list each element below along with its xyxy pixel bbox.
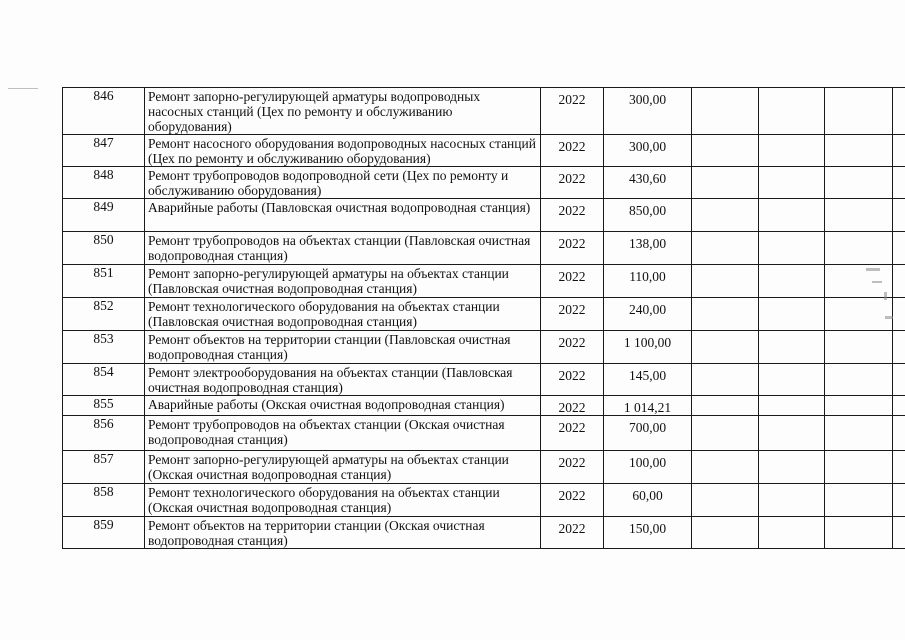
table-row (63, 199, 905, 232)
row-number: 856 (63, 416, 145, 451)
table-body (63, 88, 905, 549)
row-number: 858 (63, 484, 145, 517)
table-row (63, 298, 905, 331)
table-row (63, 167, 905, 199)
empty-cell (692, 416, 759, 451)
empty-cell (759, 364, 825, 396)
empty-cell (825, 396, 893, 416)
empty-cell (893, 517, 905, 549)
empty-cell (893, 88, 905, 135)
work-description: Ремонт запорно-регулирующей арматуры на объектах станции (Окская очистная водопроводная станция) (145, 451, 541, 484)
table-row (63, 396, 905, 416)
scan-noise (8, 88, 38, 89)
empty-cell (893, 199, 905, 232)
empty-cell (759, 416, 825, 451)
scan-noise (866, 268, 880, 271)
work-year: 2022 (541, 517, 604, 549)
row-number: 850 (63, 232, 145, 265)
empty-cell (825, 331, 893, 364)
work-amount: 700,00 (604, 416, 692, 451)
work-year: 2022 (541, 298, 604, 331)
work-description: Ремонт трубопроводов водопроводной сети (Цех по ремонту и обслуживанию оборудования) (145, 167, 541, 199)
empty-cell (893, 232, 905, 265)
row-number: 853 (63, 331, 145, 364)
table-row (63, 517, 905, 549)
work-amount: 300,00 (604, 88, 692, 135)
empty-cell (692, 451, 759, 484)
work-year: 2022 (541, 167, 604, 199)
empty-cell (893, 331, 905, 364)
work-description: Ремонт запорно-регулирующей арматуры водопроводных насосных станций (Цех по ремонту и обслуживанию оборудования) (145, 88, 541, 135)
empty-cell (692, 135, 759, 167)
row-number: 848 (63, 167, 145, 199)
empty-cell (759, 199, 825, 232)
table-row (63, 331, 905, 364)
row-number: 849 (63, 199, 145, 232)
work-amount: 240,00 (604, 298, 692, 331)
row-number: 847 (63, 135, 145, 167)
work-year: 2022 (541, 451, 604, 484)
empty-cell (692, 88, 759, 135)
empty-cell (825, 88, 893, 135)
row-number: 846 (63, 88, 145, 135)
table-row (63, 88, 905, 135)
work-description: Аварийные работы (Окская очистная водопроводная станция) (145, 396, 541, 416)
empty-cell (759, 265, 825, 298)
row-number: 855 (63, 396, 145, 416)
work-amount: 60,00 (604, 484, 692, 517)
work-description: Ремонт запорно-регулирующей арматуры на объектах станции (Павловская очистная водопроводная станция) (145, 265, 541, 298)
empty-cell (893, 364, 905, 396)
empty-cell (825, 199, 893, 232)
empty-cell (825, 298, 893, 331)
scan-noise (872, 281, 882, 283)
work-year: 2022 (541, 364, 604, 396)
work-amount: 150,00 (604, 517, 692, 549)
work-year: 2022 (541, 265, 604, 298)
empty-cell (825, 451, 893, 484)
row-number: 854 (63, 364, 145, 396)
work-description: Ремонт электрооборудования на объектах станции (Павловская очистная водопроводная станция) (145, 364, 541, 396)
work-year: 2022 (541, 484, 604, 517)
work-description: Аварийные работы (Павловская очистная водопроводная станция) (145, 199, 541, 232)
row-number: 851 (63, 265, 145, 298)
work-description: Ремонт объектов на территории станции (Павловская очистная водопроводная станция) (145, 331, 541, 364)
work-description: Ремонт объектов на территории станции (Окская очистная водопроводная станция) (145, 517, 541, 549)
scan-noise (884, 292, 887, 300)
work-amount: 100,00 (604, 451, 692, 484)
empty-cell (759, 331, 825, 364)
empty-cell (759, 484, 825, 517)
empty-cell (692, 265, 759, 298)
scan-noise (885, 316, 893, 319)
empty-cell (825, 135, 893, 167)
empty-cell (759, 451, 825, 484)
empty-cell (692, 232, 759, 265)
empty-cell (759, 396, 825, 416)
work-description: Ремонт трубопроводов на объектах станции (Окская очистная водопроводная станция) (145, 416, 541, 451)
work-amount: 110,00 (604, 265, 692, 298)
empty-cell (692, 364, 759, 396)
empty-cell (825, 167, 893, 199)
table-row (63, 135, 905, 167)
work-amount: 1 014,21 (604, 396, 692, 416)
row-number: 857 (63, 451, 145, 484)
table-row (63, 416, 905, 451)
work-amount: 138,00 (604, 232, 692, 265)
work-amount: 145,00 (604, 364, 692, 396)
empty-cell (893, 135, 905, 167)
work-year: 2022 (541, 416, 604, 451)
work-year: 2022 (541, 88, 604, 135)
work-year: 2022 (541, 232, 604, 265)
work-description: Ремонт трубопроводов на объектах станции (Павловская очистная водопроводная станция) (145, 232, 541, 265)
empty-cell (759, 232, 825, 265)
work-year: 2022 (541, 396, 604, 416)
empty-cell (825, 364, 893, 396)
work-year: 2022 (541, 199, 604, 232)
empty-cell (893, 451, 905, 484)
work-amount: 300,00 (604, 135, 692, 167)
empty-cell (825, 232, 893, 265)
empty-cell (759, 167, 825, 199)
row-number: 859 (63, 517, 145, 549)
empty-cell (692, 167, 759, 199)
empty-cell (692, 199, 759, 232)
empty-cell (692, 484, 759, 517)
work-description: Ремонт технологического оборудования на объектах станции (Павловская очистная водопроводная станция) (145, 298, 541, 331)
repair-works-table (62, 87, 905, 549)
empty-cell (893, 416, 905, 451)
empty-cell (759, 517, 825, 549)
empty-cell (893, 396, 905, 416)
table-row (63, 265, 905, 298)
empty-cell (759, 135, 825, 167)
table-row (63, 364, 905, 396)
empty-cell (893, 167, 905, 199)
empty-cell (692, 517, 759, 549)
work-amount: 1 100,00 (604, 331, 692, 364)
work-year: 2022 (541, 135, 604, 167)
empty-cell (893, 265, 905, 298)
empty-cell (759, 298, 825, 331)
empty-cell (825, 416, 893, 451)
empty-cell (692, 331, 759, 364)
row-number: 852 (63, 298, 145, 331)
empty-cell (893, 298, 905, 331)
empty-cell (692, 396, 759, 416)
empty-cell (692, 298, 759, 331)
table-row (63, 451, 905, 484)
work-amount: 430,60 (604, 167, 692, 199)
table-row (63, 232, 905, 265)
empty-cell (825, 517, 893, 549)
empty-cell (759, 88, 825, 135)
work-description: Ремонт технологического оборудования на объектах станции (Окская очистная водопроводная станция) (145, 484, 541, 517)
table-row (63, 484, 905, 517)
work-amount: 850,00 (604, 199, 692, 232)
empty-cell (893, 484, 905, 517)
empty-cell (825, 265, 893, 298)
work-description: Ремонт насосного оборудования водопроводных насосных станций (Цех по ремонту и обслуживанию оборудования) (145, 135, 541, 167)
empty-cell (825, 484, 893, 517)
work-year: 2022 (541, 331, 604, 364)
